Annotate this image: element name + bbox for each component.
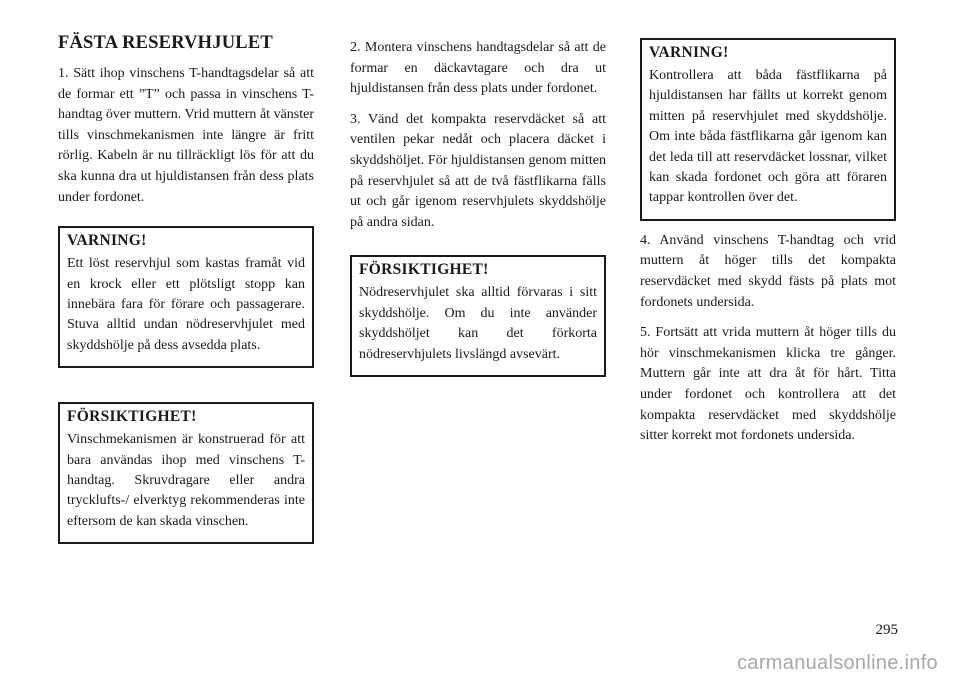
watermark: carmanualsonline.info (737, 652, 938, 674)
caution-title: FÖRSIKTIGHET! (359, 261, 489, 279)
step-5-paragraph: 5. Fortsätt att vrida muttern åt höger tills du hör vinschmekanismen klicka tre gånger. Muttern går inte att dra åt för hårt. Titta under fordonet och kontrollera att det kompakta reservdäcket med skyddshölje sitter korrekt mot fordonets undersida. (640, 325, 896, 444)
caution-text: Vinschmekanismen är konstruerad för att bara användas ihop med vinschens T-handtag. Skruvdragare eller andra trycklufts-/ elverktyg rekommenderas inte eftersom de kan skada vinschen. (67, 432, 305, 529)
step-2-paragraph: 2. Montera vinschens handtagsdelar så att de formar en däckavtagare och dra ut hjuldistansen från dess plats under fordonet. (350, 40, 606, 97)
column-right (640, 38, 896, 457)
warning-box (58, 226, 314, 368)
warning-text: Kontrollera att båda fästflikarna på hjuldistansen har fällts ut korrekt genom mitten på reservhjulet med skyddshölje. Om inte båda fästflikarna går igenom kan det leda till att reservdäcket lossnar, vilket kan skada fordonet och göra att föraren tappar kontrollen över det. (649, 68, 887, 206)
caution-box (350, 255, 606, 377)
step-1-paragraph: 1. Sätt ihop vinschens T-handtagsdelar så att de formar ett ”T” och passa in vinschens T-handtag över muttern. Vrid muttern åt vänster tills vinschmekanismen inte längre är fritt rörlig. Kabeln är nu tillräckligt lös för att du ska kunna dra ut hjuldistansen från dess plats under fordonet. (58, 66, 314, 205)
section-heading: FÄSTA RESERVHJULET (58, 33, 273, 53)
warning-title: VARNING! (67, 232, 147, 250)
caution-text: Nödreservhjulet ska alltid förvaras i sitt skyddshölje. Om du inte använder skyddshöljet kan det förkorta nödreservhjulets livslängd avsevärt. (359, 285, 597, 362)
caution-box (58, 402, 314, 544)
page-number: 295 (875, 622, 898, 638)
caution-title: FÖRSIKTIGHET! (67, 408, 197, 426)
step-3-paragraph: 3. Vänd det kompakta reservdäcket så att ventilen pekar nedåt och placera däcket i skyddshöljet. För hjuldistansen genom mitten på reservhjulet så att de två fästflikarna fälls ut och går igenom reservhjulets skyddshölje på andra sidan. (350, 111, 606, 230)
column-middle (350, 38, 606, 377)
warning-box (640, 38, 896, 221)
column-left (58, 33, 314, 544)
step-4-paragraph: 4. Använd vinschens T-handtag och vrid muttern åt höger tills det kompakta reservdäcket med skydd fästs på plats mot fordonets undersida. (640, 232, 896, 310)
warning-text: Ett löst reservhjul som kastas framåt vid en krock eller ett plötsligt stopp kan innebära fara för förare och passagerare. Stuva alltid undan nödreservhjulet med skyddshölje på dess avsedda plats. (67, 256, 305, 353)
warning-title: VARNING! (649, 44, 729, 61)
